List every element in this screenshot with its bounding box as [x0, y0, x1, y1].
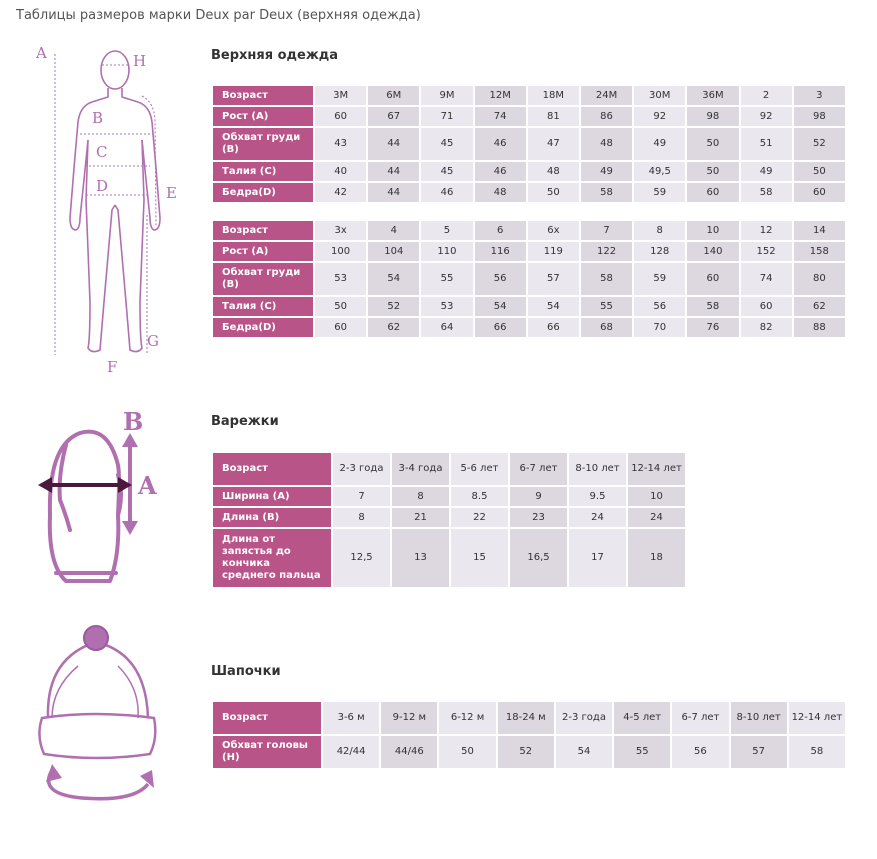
- figure-letter-c: C: [96, 143, 108, 161]
- table-cell: 45: [421, 162, 472, 181]
- table-cell: 13: [392, 529, 449, 587]
- table-cell: 36M: [687, 86, 738, 105]
- table-cell: 140: [687, 242, 738, 261]
- row-label: Обхват груди (B): [213, 128, 313, 160]
- table-cell: 100: [315, 242, 366, 261]
- hat-figure: [30, 618, 170, 808]
- table-cell: 3M: [315, 86, 366, 105]
- table-row: [213, 453, 685, 485]
- table-cell: 45: [421, 128, 472, 160]
- table-cell: 92: [634, 107, 685, 126]
- table-cell: 22: [451, 508, 508, 527]
- table-cell: 55: [614, 736, 670, 768]
- mittens-size-table: [211, 451, 687, 589]
- table-cell: 24: [569, 508, 626, 527]
- table-cell: 55: [421, 263, 472, 295]
- row-label: Рост (A): [213, 107, 313, 126]
- hats-size-table: [211, 700, 847, 770]
- mitten-letter-b: B: [123, 407, 144, 436]
- row-label: Бедра(D): [213, 318, 313, 337]
- table-cell: 58: [581, 263, 632, 295]
- table-cell: 51: [741, 128, 792, 160]
- table-cell: 54: [368, 263, 419, 295]
- table-cell: 7: [581, 221, 632, 240]
- row-label: Возраст: [213, 221, 313, 240]
- table-row: [213, 487, 685, 506]
- table-cell: 2-3 года: [556, 702, 612, 734]
- table-cell: 9.5: [569, 487, 626, 506]
- table-cell: 50: [794, 162, 845, 181]
- table-cell: 8: [333, 508, 390, 527]
- table-cell: 67: [368, 107, 419, 126]
- table-cell: 12,5: [333, 529, 390, 587]
- row-label: Рост (A): [213, 242, 313, 261]
- table-cell: 10: [687, 221, 738, 240]
- table-cell: 81: [528, 107, 579, 126]
- table-cell: 60: [315, 318, 366, 337]
- table-cell: 68: [581, 318, 632, 337]
- table-cell: 52: [794, 128, 845, 160]
- table-cell: 70: [634, 318, 685, 337]
- page-title: Таблицы размеров марки Deux par Deux (верхняя одежда): [16, 8, 421, 23]
- outerwear-size-table-1: [211, 84, 847, 204]
- mittens-title: Варежки: [211, 414, 279, 429]
- table-cell: 54: [475, 297, 526, 316]
- table-cell: 30M: [634, 86, 685, 105]
- figure-letter-d: D: [96, 177, 109, 195]
- table-cell: 40: [315, 162, 366, 181]
- figure-letter-e: E: [166, 184, 177, 202]
- table-row: [213, 107, 845, 126]
- table-cell: 44: [368, 128, 419, 160]
- table-cell: 110: [421, 242, 472, 261]
- table-cell: 46: [475, 128, 526, 160]
- table-cell: 58: [741, 183, 792, 202]
- body-figure: [30, 40, 200, 380]
- table-cell: 12M: [475, 86, 526, 105]
- table-cell: 98: [687, 107, 738, 126]
- table-cell: 16,5: [510, 529, 567, 587]
- figure-letter-g: G: [147, 332, 159, 350]
- table-cell: 59: [634, 183, 685, 202]
- figure-letter-f: F: [107, 358, 118, 376]
- table-cell: 7: [333, 487, 390, 506]
- table-cell: 43: [315, 128, 366, 160]
- table-cell: 18-24 м: [498, 702, 554, 734]
- table-cell: 44/46: [381, 736, 437, 768]
- table-row: [213, 297, 845, 316]
- table-cell: 116: [475, 242, 526, 261]
- table-cell: 5-6 лет: [451, 453, 508, 485]
- table-cell: 15: [451, 529, 508, 587]
- table-cell: 18M: [528, 86, 579, 105]
- table-cell: 55: [581, 297, 632, 316]
- row-label: Талия (C): [213, 162, 313, 181]
- table-cell: 49,5: [634, 162, 685, 181]
- table-cell: 2: [741, 86, 792, 105]
- table-cell: 57: [528, 263, 579, 295]
- table-cell: 8: [392, 487, 449, 506]
- table-row: [213, 128, 845, 160]
- table-cell: 6-7 лет: [510, 453, 567, 485]
- table-cell: 44: [368, 162, 419, 181]
- row-label: Талия (C): [213, 297, 313, 316]
- table-cell: 66: [528, 318, 579, 337]
- row-label: Обхват груди (B): [213, 263, 313, 295]
- table-cell: 54: [556, 736, 612, 768]
- table-cell: 6-7 лет: [672, 702, 728, 734]
- table-cell: 14: [794, 221, 845, 240]
- row-label: Длина (B): [213, 508, 331, 527]
- table-cell: 104: [368, 242, 419, 261]
- table-cell: 6x: [528, 221, 579, 240]
- figure-letter-b: B: [92, 109, 104, 127]
- table-cell: 3x: [315, 221, 366, 240]
- figure-letter-h: H: [133, 52, 147, 70]
- table-cell: 48: [528, 162, 579, 181]
- table-cell: 58: [581, 183, 632, 202]
- table-cell: 50: [528, 183, 579, 202]
- table-cell: 54: [528, 297, 579, 316]
- table-cell: 9-12 м: [381, 702, 437, 734]
- table-cell: 66: [475, 318, 526, 337]
- table-cell: 86: [581, 107, 632, 126]
- table-cell: 23: [510, 508, 567, 527]
- table-row: [213, 318, 845, 337]
- table-cell: 50: [315, 297, 366, 316]
- table-cell: 4-5 лет: [614, 702, 670, 734]
- table-cell: 4: [368, 221, 419, 240]
- table-cell: 8-10 лет: [569, 453, 626, 485]
- outerwear-title: Верхняя одежда: [211, 48, 339, 63]
- table-row: [213, 242, 845, 261]
- table-row: [213, 263, 845, 295]
- table-cell: 53: [421, 297, 472, 316]
- table-cell: 60: [741, 297, 792, 316]
- table-cell: 82: [741, 318, 792, 337]
- table-cell: 92: [741, 107, 792, 126]
- row-label: Возраст: [213, 86, 313, 105]
- table-cell: 49: [634, 128, 685, 160]
- table-cell: 58: [687, 297, 738, 316]
- table-cell: 53: [315, 263, 366, 295]
- table-cell: 48: [475, 183, 526, 202]
- table-cell: 2-3 года: [333, 453, 390, 485]
- table-cell: 42: [315, 183, 366, 202]
- table-cell: 158: [794, 242, 845, 261]
- table-row: [213, 86, 845, 105]
- table-cell: 59: [634, 263, 685, 295]
- table-cell: 12-14 лет: [789, 702, 845, 734]
- outerwear-size-table-2: [211, 219, 847, 339]
- table-cell: 9M: [421, 86, 472, 105]
- table-row: [213, 162, 845, 181]
- table-cell: 57: [731, 736, 787, 768]
- table-cell: 122: [581, 242, 632, 261]
- table-cell: 56: [672, 736, 728, 768]
- table-cell: 8-10 лет: [731, 702, 787, 734]
- table-cell: 12-14 лет: [628, 453, 685, 485]
- table-cell: 98: [794, 107, 845, 126]
- table-cell: 64: [421, 318, 472, 337]
- table-cell: 50: [439, 736, 495, 768]
- table-cell: 52: [368, 297, 419, 316]
- table-row: [213, 736, 845, 768]
- row-label: Ширина (A): [213, 487, 331, 506]
- table-cell: 17: [569, 529, 626, 587]
- row-label: Бедра(D): [213, 183, 313, 202]
- table-cell: 48: [581, 128, 632, 160]
- table-cell: 46: [475, 162, 526, 181]
- table-cell: 60: [315, 107, 366, 126]
- row-label: Возраст: [213, 453, 331, 485]
- table-cell: 71: [421, 107, 472, 126]
- table-row: [213, 508, 685, 527]
- row-label: Обхват головы (H): [213, 736, 321, 768]
- table-row: [213, 183, 845, 202]
- table-cell: 60: [687, 183, 738, 202]
- table-cell: 76: [687, 318, 738, 337]
- table-cell: 52: [498, 736, 554, 768]
- table-cell: 60: [794, 183, 845, 202]
- table-cell: 42/44: [323, 736, 379, 768]
- mitten-letter-a: A: [138, 471, 157, 500]
- table-cell: 46: [421, 183, 472, 202]
- table-cell: 8: [634, 221, 685, 240]
- table-cell: 6M: [368, 86, 419, 105]
- table-cell: 3-6 м: [323, 702, 379, 734]
- table-cell: 58: [789, 736, 845, 768]
- table-cell: 12: [741, 221, 792, 240]
- table-row: [213, 221, 845, 240]
- table-cell: 21: [392, 508, 449, 527]
- table-cell: 88: [794, 318, 845, 337]
- mitten-figure: [30, 405, 170, 595]
- table-cell: 9: [510, 487, 567, 506]
- row-label: Длина от запястья до кончика среднего пальца: [213, 529, 331, 587]
- table-cell: 74: [475, 107, 526, 126]
- table-cell: 47: [528, 128, 579, 160]
- table-cell: 56: [634, 297, 685, 316]
- table-cell: 44: [368, 183, 419, 202]
- table-cell: 74: [741, 263, 792, 295]
- table-cell: 24M: [581, 86, 632, 105]
- table-row: [213, 529, 685, 587]
- table-cell: 49: [741, 162, 792, 181]
- table-cell: 62: [368, 318, 419, 337]
- table-cell: 50: [687, 128, 738, 160]
- table-cell: 119: [528, 242, 579, 261]
- figure-letter-a: A: [36, 44, 47, 62]
- hats-title: Шапочки: [211, 664, 281, 679]
- table-cell: 152: [741, 242, 792, 261]
- table-row: [213, 702, 845, 734]
- table-cell: 49: [581, 162, 632, 181]
- table-cell: 6: [475, 221, 526, 240]
- row-label: Возраст: [213, 702, 321, 734]
- table-cell: 128: [634, 242, 685, 261]
- table-cell: 56: [475, 263, 526, 295]
- table-cell: 6-12 м: [439, 702, 495, 734]
- table-cell: 5: [421, 221, 472, 240]
- table-cell: 80: [794, 263, 845, 295]
- table-cell: 18: [628, 529, 685, 587]
- table-cell: 24: [628, 508, 685, 527]
- table-cell: 62: [794, 297, 845, 316]
- table-cell: 50: [687, 162, 738, 181]
- table-cell: 60: [687, 263, 738, 295]
- table-cell: 8.5: [451, 487, 508, 506]
- table-cell: 3: [794, 86, 845, 105]
- table-cell: 3-4 года: [392, 453, 449, 485]
- table-cell: 10: [628, 487, 685, 506]
